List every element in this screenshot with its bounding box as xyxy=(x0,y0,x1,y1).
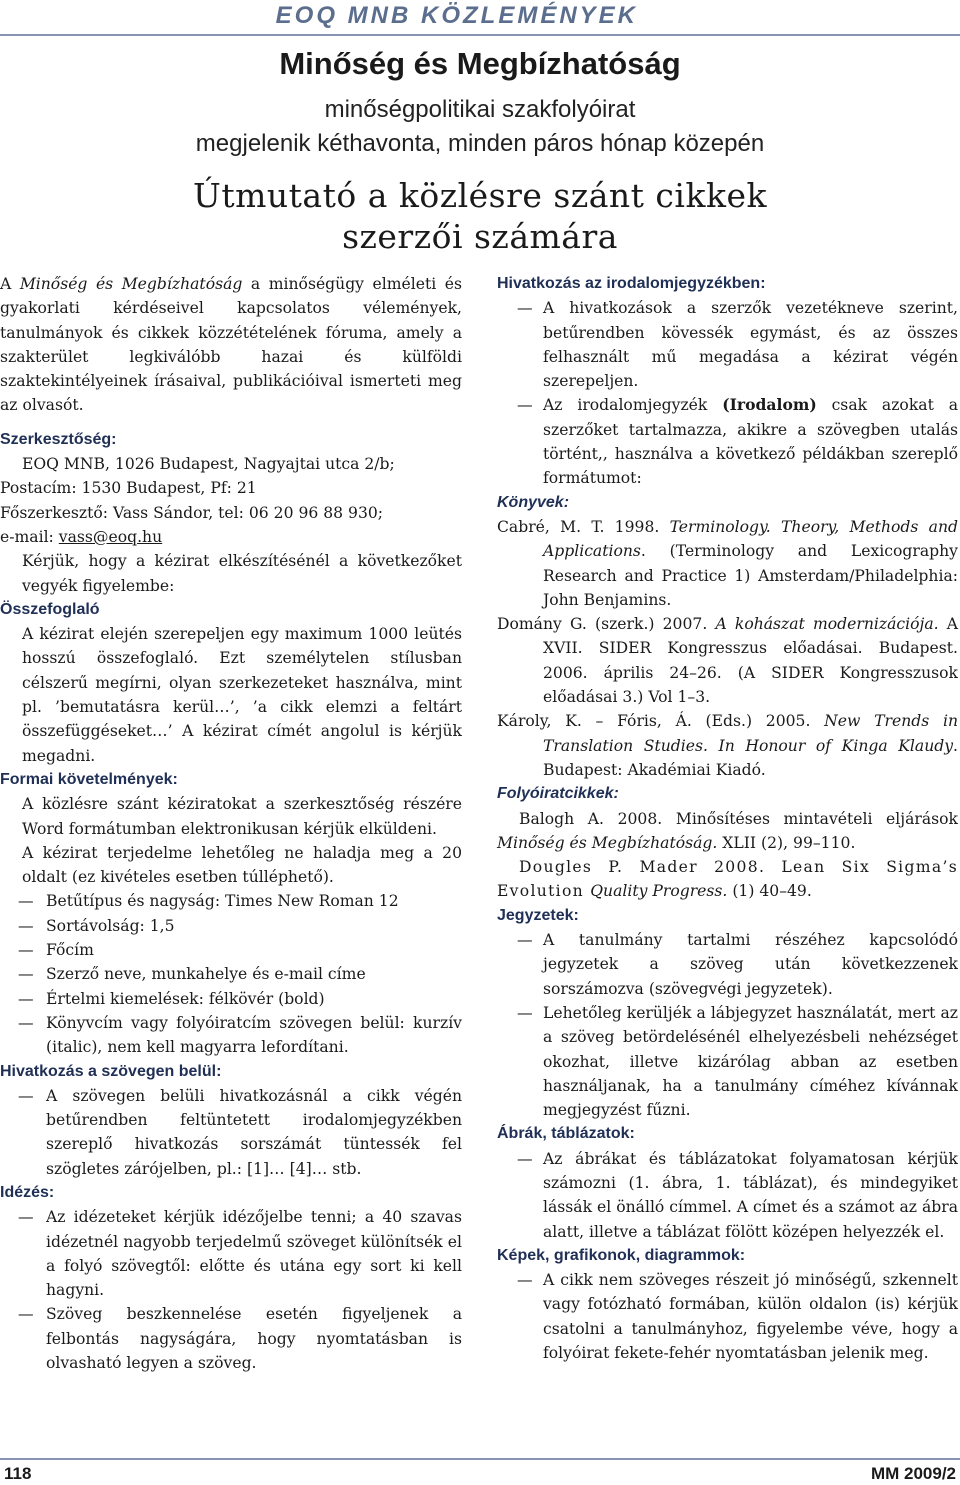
editorial-address: EOQ MNB, 1026 Budapest, Nagyajtai utca 2/b; xyxy=(22,455,395,474)
page-number: 118 xyxy=(4,1464,32,1483)
left-column xyxy=(0,272,462,1375)
notes-item: — Lehetőleg kerüljék a lábjegyzet használatát, mert az a szöveg betördelésénél elhelyezésbeli nehézséget okozhat, illetve kizárólag abban az esetben használjanak, ha a tanulmány címéhez kívánnak megjegyzést fűzni. xyxy=(497,1001,958,1122)
bibliography-item: — Az irodalomjegyzék (Irodalom) csak azokat a szerzőket tartalmazza, akikre a szövegben utalás történt,, használva a következő példákban szereplő formátumot: xyxy=(497,393,958,490)
editorial-email-line: e-mail: vass@eoq.hu xyxy=(0,527,163,546)
request-text: Kérjük, hogy a kézirat elkészítésénél a következőket vegyék figyelembe: xyxy=(22,552,462,595)
quotation-heading: Idézés: xyxy=(0,1183,55,1201)
formal-item: — Sortávolság: 1,5 xyxy=(0,914,462,938)
formal-item: — Főcím xyxy=(0,938,462,962)
figures-heading: Ábrák, táblázatok: xyxy=(497,1125,635,1143)
journal-reference: Balogh A. 2008. Minősítéses mintavételi eljárások Minőség és Megbízhatóság. XLII (2), 99–110. xyxy=(497,809,958,852)
footer-divider xyxy=(0,1458,960,1460)
intext-citation-heading: Hivatkozás a szövegen belül: xyxy=(0,1062,222,1080)
journal-subtitle: minőségpolitikai szakfolyóirat xyxy=(324,96,636,123)
bibliography-heading: Hivatkozás az irodalomjegyzékben: xyxy=(497,275,766,292)
book-reference: Domány G. (szerk.) 2007. A kohászat modernizációja. A XVII. SIDER Kongresszus előadásai. Budapest. 2006. április 24–26. (A SIDER Kongresszusok előadásai 3.) Vol 1–3. xyxy=(497,615,958,707)
formal-text-2: A kézirat terjedelme lehetőleg ne haladja meg a 20 oldalt (ez kivételes esetben túlléphető). xyxy=(22,843,462,887)
formal-item: — Értelmi kiemelések: félkövér (bold) xyxy=(0,987,462,1011)
running-header xyxy=(0,0,960,34)
journal-title: Minőség és Megbízhatóság xyxy=(279,46,681,81)
right-column xyxy=(497,272,958,1365)
intro-paragraph: A Minőség és Megbízhatóság a minőségügy elméleti és gyakorlati kérdéseivel kapcsolatos vélemények, tanulmányok és cikkek közzétételének fóruma, amely a szakterület legkiválóbb hazai és külföldi szaktekintélyeinek írásaival, publikációival ismerteti meg az olvasót. xyxy=(0,275,462,415)
formal-item: — Betűtípus és nagyság: Times New Roman 12 xyxy=(0,889,462,913)
guide-title-line2: szerzői számára xyxy=(342,217,618,256)
books-heading: Könyvek: xyxy=(497,493,570,511)
figures-item: — Az ábrákat és táblázatokat folyamatosan kérjük számozni (1. ábra, 1. táblázat), és mindegyiket lássák el önálló címmel. A címet és a számot az ábra alatt, illetve a táblázat fölött középen helyezzék el. xyxy=(497,1147,958,1244)
formal-heading: Formai követelmények: xyxy=(0,770,178,788)
editorial-heading: Szerkesztőség: xyxy=(0,430,117,448)
formal-text-1: A közlésre szánt kéziratokat a szerkesztőség részére Word formátumban elektronikusan kérjük elküldeni. xyxy=(22,795,462,838)
guide-title-line1: Útmutató a közlésre szánt cikkek xyxy=(193,176,767,215)
book-reference: Károly, K. – Fóris, Á. (Eds.) 2005. New Trends in Translation Studies. In Honour of Kinga Klaudy. Budapest: Akadémiai Kiadó. xyxy=(497,712,958,779)
images-heading: Képek, grafikonok, diagrammok: xyxy=(497,1246,746,1264)
journals-heading: Folyóiratcikkek: xyxy=(497,785,619,803)
journal-name-italic: Minőség és Megbízhatóság xyxy=(19,275,243,293)
quotation-item: — Az idézeteket kérjük idézőjelbe tenni; a 40 szavas idézetnél nagyobb terjedelmű szöveget különítsék el a folyó szövegtől: előtte és utána egy sort ki kell hagyni. xyxy=(0,1205,462,1302)
quotation-item: — Szöveg beszkennelése esetén figyeljenek a felbontás nagyságára, hogy nyomtatásban is olvasható legyen a szöveg. xyxy=(0,1302,462,1375)
summary-heading: Összefoglaló xyxy=(0,600,100,618)
editor-in-chief: Főszerkesztő: Vass Sándor, tel: 06 20 96 88 930; xyxy=(0,503,384,522)
images-item: — A cikk nem szöveges részeit jó minőségű, szkennelt vagy fotózható formában, külön oldalon (is) kérjük csatolni a tanulmányhoz, figyelembe véve, hogy a folyóirat fekete-fehér nyomtatásban jelenik meg. xyxy=(497,1268,958,1365)
editorial-postal: Postacím: 1530 Budapest, Pf: 21 xyxy=(0,479,257,498)
formal-item: — Könyvcím vagy folyóiratcím szövegen belül: kurzív (italic), nem kell magyarra lefordítani. xyxy=(0,1011,462,1060)
email-link[interactable]: vass@eoq.hu xyxy=(58,527,163,546)
notes-item: — A tanulmány tartalmi részéhez kapcsolódó jegyzetek a szöveg után következzenek sorszámozva (szövegvégi jegyzetek). xyxy=(497,928,958,1001)
issue-label: MM 2009/2 xyxy=(870,1464,956,1483)
publication-frequency: megjelenik kéthavonta, minden páros hónap közepén xyxy=(195,130,765,157)
bibliography-item: — A hivatkozások a szerzők vezetékneve szerint, betűrendben kövessék egymást, és az összes felhasznált mű megadása a kézirat végén szerepeljen. xyxy=(497,296,958,393)
notes-heading: Jegyzetek: xyxy=(497,906,579,924)
book-reference: Cabré, M. T. 1998. Terminology. Theory, Methods and Applications. (Terminology and Lexicography Research and Practice 1) Amsterdam/Philadelphia: John Benjamins. xyxy=(497,517,958,609)
intext-citation-item: — A szövegen belüli hivatkozásnál a cikk végén betűrendben feltüntetett irodalomjegyzékben szereplő hivatkozás sorszámát tüntessék fel szögletes zárójelben, pl.: [1]… [4]… stb. xyxy=(0,1084,462,1181)
journal-reference: Dougles P. Mader 2008. Lean Six Sigma’s Evolution Quality Progress. (1) 40–49. xyxy=(497,858,958,901)
summary-text: A kézirat elején szerepeljen egy maximum 1000 leütés hosszú összefoglaló. Ezt személytelen stílusban célszerű megírni, olyan szerkezeteket használva, mint pl. ’bemutatásra kerül…’, ’a cikk elemzi a feltárt összefüggéseket…’ A kézirat címét angolul is kérjük megadni. xyxy=(22,625,462,765)
journal-series-label: EOQ MNB KÖZLEMÉNYEK xyxy=(275,2,638,29)
formal-item: — Szerző neve, munkahelye és e-mail címe xyxy=(0,962,462,986)
header-divider xyxy=(0,34,960,36)
